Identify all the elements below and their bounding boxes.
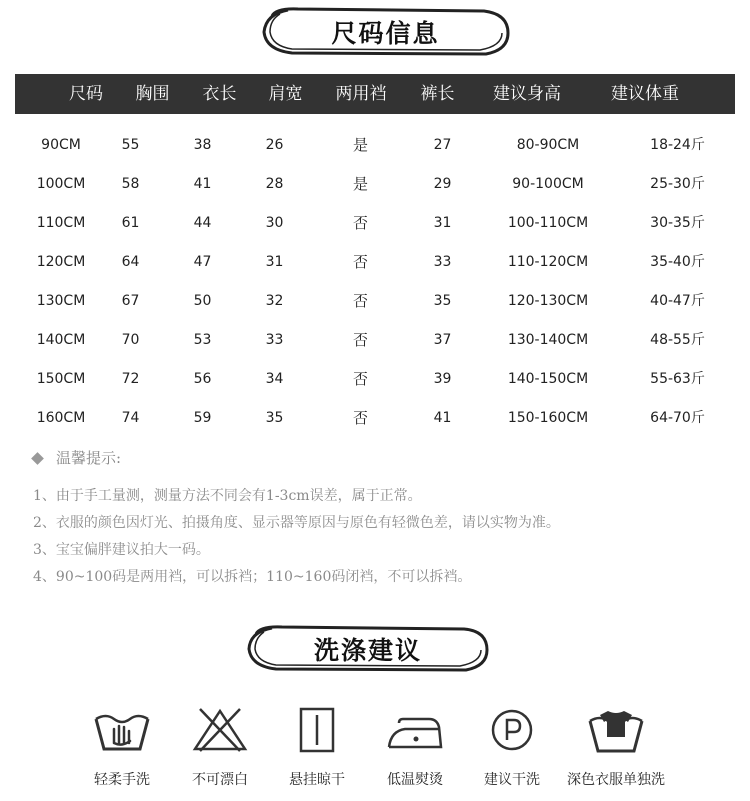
tip-item: 1、由于手工量测，测量方法不同会有1-3cm误差，属于正常。: [33, 488, 422, 504]
header-size: 尺码: [69, 84, 103, 104]
cell-weight: 64-70斤: [650, 410, 705, 426]
cell-size: 130CM: [36, 293, 86, 309]
table-row: [15, 321, 735, 360]
care-item-dry-clean: [457, 705, 567, 789]
cell-shoulder: 34: [265, 371, 284, 387]
care-item-hang-dry: [262, 705, 372, 789]
cell-chest: 55: [121, 137, 140, 153]
cell-size: 100CM: [36, 176, 86, 192]
care-item-separate-wash: [561, 705, 671, 789]
cell-length: 50: [193, 293, 212, 309]
cell-crotch: 否: [352, 292, 368, 310]
cell-pants-length: 29: [433, 176, 452, 192]
diamond-bullet-icon: [31, 452, 44, 465]
cell-weight: 18-24斤: [650, 137, 705, 153]
tips-heading: [33, 447, 121, 468]
low-iron-icon: [385, 705, 445, 755]
cell-chest: 58: [121, 176, 140, 192]
header-chest: 胸围: [135, 84, 170, 104]
table-row: [15, 282, 735, 321]
tip-item: 3、宝宝偏胖建议拍大一码。: [33, 542, 210, 558]
cell-pants-length: 31: [433, 215, 452, 231]
cell-height: 140-150CM: [507, 371, 589, 387]
cell-length: 53: [193, 332, 212, 348]
hang-dry-icon: [287, 705, 347, 755]
cell-shoulder: 28: [265, 176, 284, 192]
cell-size: 160CM: [36, 410, 86, 426]
cell-chest: 74: [121, 410, 140, 426]
table-row: [15, 165, 735, 204]
table-row: [15, 243, 735, 282]
wash-title-banner: [244, 624, 492, 674]
cell-crotch: 否: [352, 214, 368, 232]
cell-pants-length: 37: [433, 332, 452, 348]
size-table-header: [15, 74, 735, 114]
tips-list: [33, 483, 733, 591]
cell-chest: 64: [121, 254, 140, 270]
table-row: [15, 399, 735, 438]
dry-clean-icon: [482, 705, 542, 755]
cell-height: 100-110CM: [507, 215, 589, 231]
care-label: 建议干洗: [484, 772, 540, 788]
cell-length: 59: [193, 410, 212, 426]
wash-title: 洗涤建议: [313, 636, 422, 665]
care-item-no-bleach: [165, 705, 275, 789]
header-crotch: 两用裆: [335, 84, 387, 104]
cell-crotch: 否: [352, 409, 368, 427]
cell-height: 150-160CM: [507, 410, 589, 426]
cell-size: 110CM: [36, 215, 86, 231]
cell-pants-length: 39: [433, 371, 452, 387]
cell-length: 56: [193, 371, 212, 387]
cell-shoulder: 26: [265, 137, 284, 153]
header-pants-length: 裤长: [420, 84, 455, 104]
cell-length: 38: [193, 137, 212, 153]
size-info-title-banner: [258, 6, 513, 58]
cell-pants-length: 33: [433, 254, 452, 270]
cell-size: 120CM: [36, 254, 86, 270]
header-length: 衣长: [202, 84, 237, 104]
cell-weight: 55-63斤: [650, 371, 705, 387]
care-label: 轻柔手洗: [94, 772, 150, 788]
care-label: 不可漂白: [192, 772, 248, 788]
no-bleach-icon: [190, 705, 250, 755]
cell-size: 90CM: [41, 137, 81, 153]
care-label: 低温熨烫: [387, 772, 443, 788]
header-height: 建议身高: [493, 84, 561, 104]
cell-size: 140CM: [36, 332, 86, 348]
cell-size: 150CM: [36, 371, 86, 387]
cell-weight: 48-55斤: [650, 332, 705, 348]
cell-pants-length: 41: [433, 410, 452, 426]
cell-weight: 25-30斤: [650, 176, 705, 192]
cell-weight: 30-35斤: [650, 215, 705, 231]
cell-chest: 70: [121, 332, 140, 348]
tip-item: 4、90~100码是两用裆，可以拆裆；110~160码闭裆，不可以拆裆。: [33, 569, 472, 585]
care-label: 深色衣服单独洗: [567, 772, 665, 788]
cell-length: 47: [193, 254, 212, 270]
tips-title: 温馨提示:: [56, 449, 122, 467]
cell-shoulder: 33: [265, 332, 284, 348]
cell-chest: 67: [121, 293, 140, 309]
separate-wash-icon: [586, 705, 646, 755]
table-row: [15, 204, 735, 243]
cell-height: 110-120CM: [507, 254, 589, 270]
tip-item: 2、衣服的颜色因灯光、拍摄角度、显示器等原因与原色有轻微色差，请以实物为准。: [33, 515, 560, 531]
cell-height: 90-100CM: [512, 176, 584, 192]
cell-shoulder: 35: [265, 410, 284, 426]
cell-height: 120-130CM: [507, 293, 589, 309]
cell-height: 80-90CM: [516, 137, 580, 153]
cell-shoulder: 31: [265, 254, 284, 270]
table-row: [15, 360, 735, 399]
cell-crotch: 否: [352, 370, 368, 388]
cell-shoulder: 32: [265, 293, 284, 309]
care-label: 悬挂晾干: [289, 772, 345, 788]
cell-chest: 61: [121, 215, 140, 231]
cell-crotch: 否: [352, 331, 368, 349]
cell-pants-length: 27: [433, 137, 452, 153]
table-row: [15, 126, 735, 165]
cell-pants-length: 35: [433, 293, 452, 309]
cell-chest: 72: [121, 371, 140, 387]
care-item-hand-wash: [67, 705, 177, 789]
cell-weight: 35-40斤: [650, 254, 705, 270]
cell-length: 41: [193, 176, 212, 192]
care-item-low-iron: [360, 705, 470, 789]
cell-crotch: 是: [352, 136, 368, 154]
cell-length: 44: [193, 215, 212, 231]
cell-crotch: 是: [352, 175, 368, 193]
cell-weight: 40-47斤: [650, 293, 705, 309]
cell-height: 130-140CM: [507, 332, 589, 348]
size-table-body: [15, 126, 735, 438]
hand-wash-icon: [92, 705, 152, 755]
header-shoulder: 肩宽: [268, 84, 303, 104]
size-info-title: 尺码信息: [331, 19, 440, 48]
cell-shoulder: 30: [265, 215, 284, 231]
header-weight: 建议体重: [611, 84, 679, 104]
cell-crotch: 否: [352, 253, 368, 271]
